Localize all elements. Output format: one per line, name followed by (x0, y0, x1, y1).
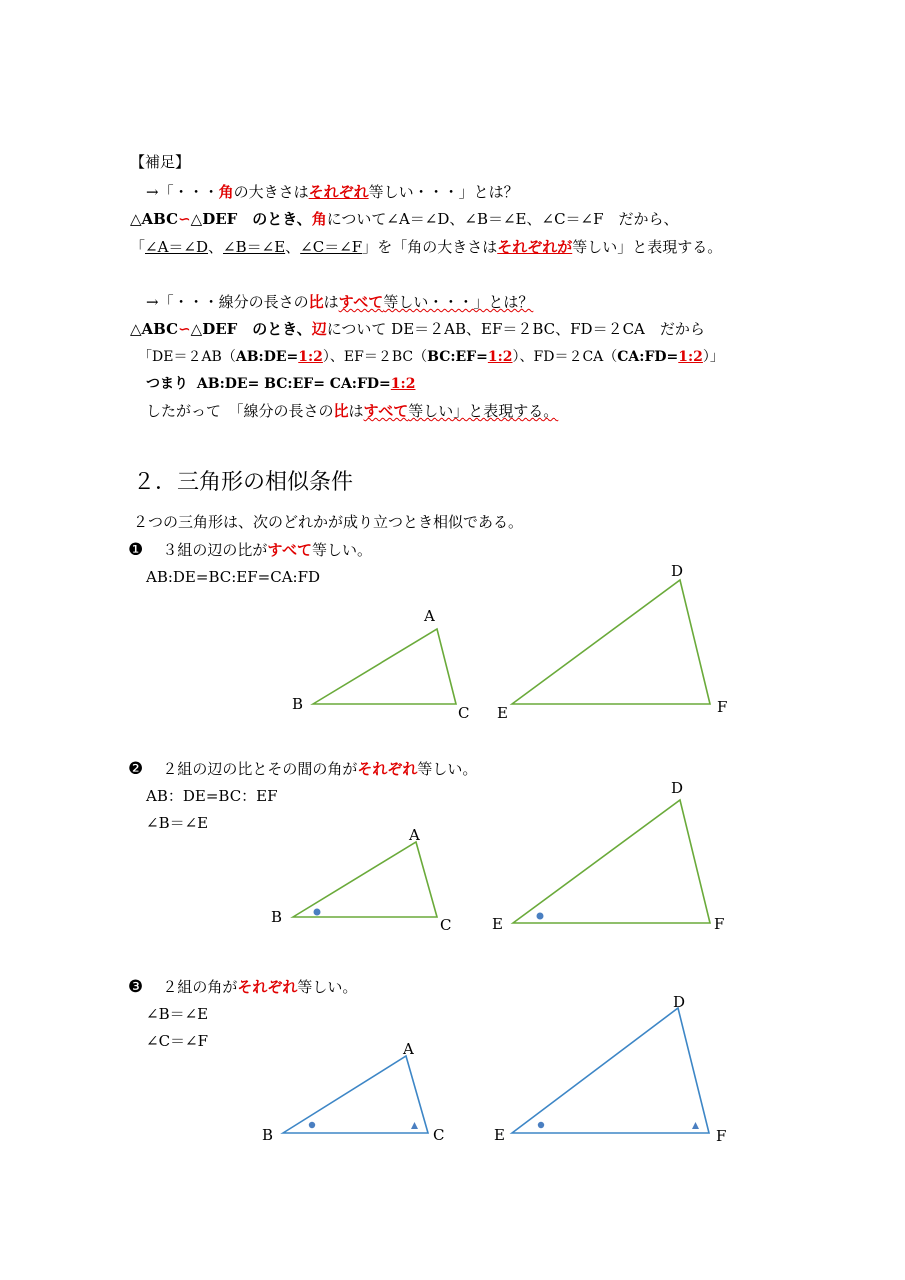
angles-question: →「・・・角の大きさはそれぞれ等しい・・・」とは？ (146, 183, 519, 201)
condition-2-formula-1: AB：DE=BC：EF (146, 787, 278, 805)
segments-question: →「・・・線分の長さの比はすべて等しい・・・」とは？ (146, 293, 534, 311)
segments-summary-line: つまり AB:DE= BC:EF= CA:FD=1:2 (146, 376, 416, 392)
angles-expression-line: 「∠A＝∠D、∠B＝∠E、∠C＝∠F」を「角の大きさはそれぞれが等しい」と表現する。 (130, 238, 723, 256)
condition-3-formula-2: ∠C＝∠F (146, 1032, 209, 1050)
label-b-2: B (271, 908, 283, 926)
segments-ratio-line: 「DE＝２AB（AB:DE=1:2）、EF＝２BC（BC:EF=1:2）、FD＝２CA（CA:FD=1:2）」 (138, 349, 724, 365)
triangle-abc-3 (283, 1056, 428, 1133)
label-c-1: C (458, 704, 470, 722)
label-c-3: C (433, 1126, 445, 1144)
triangle-def-3 (512, 1008, 709, 1133)
condition-1-title: ❶ ３組の辺の比がすべて等しい。 (128, 540, 373, 560)
label-c-2: C (440, 916, 452, 934)
label-d-1: D (671, 562, 684, 580)
condition-2-title: ❷ ２組の辺の比とその間の角がそれぞれ等しい。 (128, 759, 478, 779)
label-a-1: A (424, 607, 435, 625)
label-a-3: A (403, 1040, 414, 1058)
label-e-3: E (494, 1126, 505, 1144)
supplement-title: 【補足】 (130, 153, 191, 171)
angle-c-marker-3 (411, 1122, 418, 1129)
condition-3-title: ❸ ２組の角がそれぞれ等しい。 (128, 977, 358, 997)
angles-condition-line: △ABC∽△DEF のとき、角について∠A＝∠D、∠B＝∠E、∠C＝∠F だから、 (130, 210, 679, 228)
segments-expression-line: したがって 「線分の長さの比はすべて等しい」と表現する。 (146, 402, 559, 420)
label-d-2: D (671, 779, 684, 797)
triangle-abc-2 (293, 842, 437, 917)
triangle-def-1 (512, 580, 710, 704)
label-e-1: E (497, 704, 508, 722)
label-e-2: E (492, 915, 503, 933)
label-f-1: F (717, 698, 728, 716)
condition-2-marker: ❷ (128, 759, 144, 779)
condition-2-formula-2: ∠B＝∠E (146, 814, 209, 832)
condition-3-marker: ❸ (128, 977, 144, 997)
angle-b-marker-3 (309, 1122, 315, 1128)
segments-condition-line: △ABC∽△DEF のとき、辺について DE＝２AB、EF＝２BC、FD＝２CA だから (130, 320, 705, 338)
condition-1-marker: ❶ (128, 540, 144, 560)
section-intro: ２つの三角形は、次のどれかが成り立つとき相似である。 (133, 513, 524, 531)
label-b-3: B (262, 1126, 274, 1144)
angle-e-marker-2 (537, 913, 544, 920)
label-b-1: B (292, 695, 304, 713)
label-d-3: D (673, 993, 686, 1011)
label-a-2: A (409, 826, 420, 844)
condition-1-formula: AB:DE=BC:EF=CA:FD (146, 568, 321, 586)
triangle-def-2 (513, 800, 710, 923)
angle-f-marker-3 (692, 1122, 699, 1129)
triangle-abc-1 (313, 629, 456, 704)
angle-b-marker-2 (314, 909, 321, 916)
label-f-2: F (714, 915, 725, 933)
section-heading: ２．三角形の相似条件 (133, 470, 354, 495)
label-f-3: F (716, 1127, 727, 1145)
angle-e-marker-3 (538, 1122, 544, 1128)
condition-3-formula-1: ∠B＝∠E (146, 1005, 209, 1023)
